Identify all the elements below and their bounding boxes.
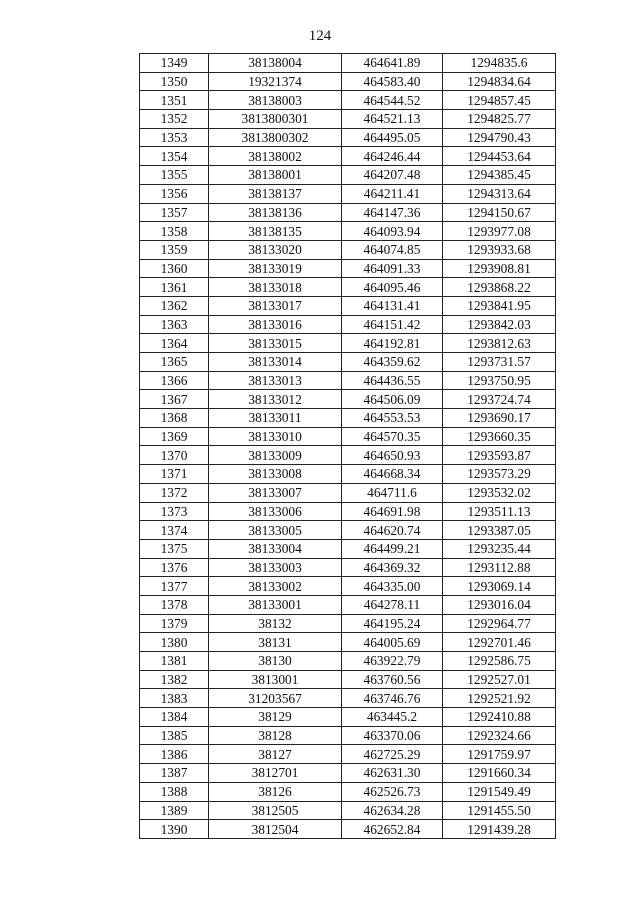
row-number-cell: 1360 xyxy=(140,259,209,278)
x-coordinate-cell: 464553.53 xyxy=(342,409,443,428)
y-coordinate-cell: 1294835.6 xyxy=(443,54,556,73)
point-id-cell: 38133001 xyxy=(209,595,342,614)
y-coordinate-cell: 1291549.49 xyxy=(443,782,556,801)
table-row xyxy=(140,446,556,465)
table-row xyxy=(140,558,556,577)
row-number-cell: 1361 xyxy=(140,278,209,297)
y-coordinate-cell: 1293660.35 xyxy=(443,427,556,446)
point-id-cell: 38133006 xyxy=(209,502,342,521)
x-coordinate-cell: 464641.89 xyxy=(342,54,443,73)
x-coordinate-cell: 464436.55 xyxy=(342,371,443,390)
point-id-cell: 38133009 xyxy=(209,446,342,465)
row-number-cell: 1363 xyxy=(140,315,209,334)
coordinates-table xyxy=(139,53,556,839)
table-row xyxy=(140,72,556,91)
table-row xyxy=(140,390,556,409)
point-id-cell: 3812504 xyxy=(209,820,342,839)
y-coordinate-cell: 1294150.67 xyxy=(443,203,556,222)
row-number-cell: 1387 xyxy=(140,764,209,783)
table-row xyxy=(140,184,556,203)
x-coordinate-cell: 464147.36 xyxy=(342,203,443,222)
row-number-cell: 1377 xyxy=(140,577,209,596)
table-row xyxy=(140,465,556,484)
y-coordinate-cell: 1292701.46 xyxy=(443,633,556,652)
row-number-cell: 1380 xyxy=(140,633,209,652)
table-row xyxy=(140,240,556,259)
x-coordinate-cell: 464095.46 xyxy=(342,278,443,297)
x-coordinate-cell: 464668.34 xyxy=(342,465,443,484)
table-row xyxy=(140,801,556,820)
x-coordinate-cell: 463445.2 xyxy=(342,708,443,727)
y-coordinate-cell: 1293387.05 xyxy=(443,521,556,540)
x-coordinate-cell: 463922.79 xyxy=(342,652,443,671)
x-coordinate-cell: 464335.00 xyxy=(342,577,443,596)
y-coordinate-cell: 1293868.22 xyxy=(443,278,556,297)
point-id-cell: 38133007 xyxy=(209,483,342,502)
y-coordinate-cell: 1291455.50 xyxy=(443,801,556,820)
x-coordinate-cell: 464211.41 xyxy=(342,184,443,203)
point-id-cell: 38133002 xyxy=(209,577,342,596)
y-coordinate-cell: 1294825.77 xyxy=(443,110,556,129)
y-coordinate-cell: 1293908.81 xyxy=(443,259,556,278)
x-coordinate-cell: 464691.98 xyxy=(342,502,443,521)
point-id-cell: 38133008 xyxy=(209,465,342,484)
point-id-cell: 3813800302 xyxy=(209,128,342,147)
x-coordinate-cell: 464074.85 xyxy=(342,240,443,259)
row-number-cell: 1367 xyxy=(140,390,209,409)
table-row xyxy=(140,652,556,671)
x-coordinate-cell: 464711.6 xyxy=(342,483,443,502)
row-number-cell: 1376 xyxy=(140,558,209,577)
point-id-cell: 38138004 xyxy=(209,54,342,73)
table-row xyxy=(140,427,556,446)
row-number-cell: 1365 xyxy=(140,353,209,372)
x-coordinate-cell: 464207.48 xyxy=(342,166,443,185)
point-id-cell: 38133012 xyxy=(209,390,342,409)
x-coordinate-cell: 464544.52 xyxy=(342,91,443,110)
y-coordinate-cell: 1293593.87 xyxy=(443,446,556,465)
table-body xyxy=(140,54,556,839)
point-id-cell: 3812701 xyxy=(209,764,342,783)
y-coordinate-cell: 1292527.01 xyxy=(443,670,556,689)
y-coordinate-cell: 1292521.92 xyxy=(443,689,556,708)
row-number-cell: 1369 xyxy=(140,427,209,446)
y-coordinate-cell: 1293842.03 xyxy=(443,315,556,334)
y-coordinate-cell: 1293750.95 xyxy=(443,371,556,390)
point-id-cell: 38138135 xyxy=(209,222,342,241)
table-row xyxy=(140,670,556,689)
point-id-cell: 38138136 xyxy=(209,203,342,222)
table-row xyxy=(140,147,556,166)
point-id-cell: 38133013 xyxy=(209,371,342,390)
table-row xyxy=(140,539,556,558)
point-id-cell: 38138001 xyxy=(209,166,342,185)
x-coordinate-cell: 464499.21 xyxy=(342,539,443,558)
row-number-cell: 1382 xyxy=(140,670,209,689)
x-coordinate-cell: 464506.09 xyxy=(342,390,443,409)
x-coordinate-cell: 464195.24 xyxy=(342,614,443,633)
table-row xyxy=(140,521,556,540)
point-id-cell: 3813001 xyxy=(209,670,342,689)
page-number: 124 xyxy=(308,28,332,44)
table-row xyxy=(140,409,556,428)
y-coordinate-cell: 1294790.43 xyxy=(443,128,556,147)
table-row xyxy=(140,91,556,110)
x-coordinate-cell: 464192.81 xyxy=(342,334,443,353)
y-coordinate-cell: 1292964.77 xyxy=(443,614,556,633)
x-coordinate-cell: 463370.06 xyxy=(342,726,443,745)
row-number-cell: 1390 xyxy=(140,820,209,839)
point-id-cell: 38128 xyxy=(209,726,342,745)
y-coordinate-cell: 1293724.74 xyxy=(443,390,556,409)
table-row xyxy=(140,334,556,353)
point-id-cell: 38138002 xyxy=(209,147,342,166)
y-coordinate-cell: 1293573.29 xyxy=(443,465,556,484)
x-coordinate-cell: 462652.84 xyxy=(342,820,443,839)
row-number-cell: 1366 xyxy=(140,371,209,390)
row-number-cell: 1349 xyxy=(140,54,209,73)
point-id-cell: 38126 xyxy=(209,782,342,801)
point-id-cell: 38133004 xyxy=(209,539,342,558)
point-id-cell: 3812505 xyxy=(209,801,342,820)
row-number-cell: 1374 xyxy=(140,521,209,540)
row-number-cell: 1364 xyxy=(140,334,209,353)
x-coordinate-cell: 462526.73 xyxy=(342,782,443,801)
x-coordinate-cell: 464650.93 xyxy=(342,446,443,465)
x-coordinate-cell: 464369.32 xyxy=(342,558,443,577)
x-coordinate-cell: 464359.62 xyxy=(342,353,443,372)
y-coordinate-cell: 1294453.64 xyxy=(443,147,556,166)
table-row xyxy=(140,820,556,839)
table-row xyxy=(140,689,556,708)
point-id-cell: 38133011 xyxy=(209,409,342,428)
x-coordinate-cell: 463760.56 xyxy=(342,670,443,689)
x-coordinate-cell: 464570.35 xyxy=(342,427,443,446)
row-number-cell: 1371 xyxy=(140,465,209,484)
x-coordinate-cell: 464278.11 xyxy=(342,595,443,614)
y-coordinate-cell: 1292410.88 xyxy=(443,708,556,727)
x-coordinate-cell: 462631.30 xyxy=(342,764,443,783)
y-coordinate-cell: 1293235.44 xyxy=(443,539,556,558)
table-row xyxy=(140,315,556,334)
y-coordinate-cell: 1293812.63 xyxy=(443,334,556,353)
point-id-cell: 38133019 xyxy=(209,259,342,278)
y-coordinate-cell: 1293690.17 xyxy=(443,409,556,428)
table-row xyxy=(140,110,556,129)
row-number-cell: 1357 xyxy=(140,203,209,222)
y-coordinate-cell: 1291439.28 xyxy=(443,820,556,839)
table-row xyxy=(140,278,556,297)
point-id-cell: 38130 xyxy=(209,652,342,671)
x-coordinate-cell: 464620.74 xyxy=(342,521,443,540)
table-row xyxy=(140,595,556,614)
row-number-cell: 1354 xyxy=(140,147,209,166)
table-row xyxy=(140,353,556,372)
x-coordinate-cell: 464131.41 xyxy=(342,296,443,315)
y-coordinate-cell: 1293933.68 xyxy=(443,240,556,259)
table-row xyxy=(140,222,556,241)
row-number-cell: 1373 xyxy=(140,502,209,521)
point-id-cell: 38133020 xyxy=(209,240,342,259)
point-id-cell: 38133015 xyxy=(209,334,342,353)
table-row xyxy=(140,371,556,390)
table-row xyxy=(140,708,556,727)
row-number-cell: 1359 xyxy=(140,240,209,259)
row-number-cell: 1379 xyxy=(140,614,209,633)
row-number-cell: 1375 xyxy=(140,539,209,558)
point-id-cell: 38131 xyxy=(209,633,342,652)
y-coordinate-cell: 1293112.88 xyxy=(443,558,556,577)
row-number-cell: 1384 xyxy=(140,708,209,727)
y-coordinate-cell: 1294857.45 xyxy=(443,91,556,110)
table-row xyxy=(140,483,556,502)
row-number-cell: 1351 xyxy=(140,91,209,110)
x-coordinate-cell: 464151.42 xyxy=(342,315,443,334)
point-id-cell: 38127 xyxy=(209,745,342,764)
point-id-cell: 38133014 xyxy=(209,353,342,372)
point-id-cell: 38133010 xyxy=(209,427,342,446)
y-coordinate-cell: 1293977.08 xyxy=(443,222,556,241)
row-number-cell: 1388 xyxy=(140,782,209,801)
x-coordinate-cell: 464521.13 xyxy=(342,110,443,129)
row-number-cell: 1362 xyxy=(140,296,209,315)
row-number-cell: 1378 xyxy=(140,595,209,614)
table-row xyxy=(140,296,556,315)
point-id-cell: 31203567 xyxy=(209,689,342,708)
row-number-cell: 1358 xyxy=(140,222,209,241)
point-id-cell: 38133018 xyxy=(209,278,342,297)
point-id-cell: 38133016 xyxy=(209,315,342,334)
table-row xyxy=(140,633,556,652)
row-number-cell: 1389 xyxy=(140,801,209,820)
point-id-cell: 3813800301 xyxy=(209,110,342,129)
x-coordinate-cell: 464091.33 xyxy=(342,259,443,278)
row-number-cell: 1372 xyxy=(140,483,209,502)
y-coordinate-cell: 1293511.13 xyxy=(443,502,556,521)
y-coordinate-cell: 1292586.75 xyxy=(443,652,556,671)
table-row xyxy=(140,577,556,596)
table-row xyxy=(140,166,556,185)
table-row xyxy=(140,502,556,521)
table-row xyxy=(140,782,556,801)
x-coordinate-cell: 463746.76 xyxy=(342,689,443,708)
table-row xyxy=(140,764,556,783)
point-id-cell: 38138003 xyxy=(209,91,342,110)
y-coordinate-cell: 1291660.34 xyxy=(443,764,556,783)
x-coordinate-cell: 462634.28 xyxy=(342,801,443,820)
table-row xyxy=(140,259,556,278)
y-coordinate-cell: 1294385.45 xyxy=(443,166,556,185)
point-id-cell: 38133005 xyxy=(209,521,342,540)
row-number-cell: 1368 xyxy=(140,409,209,428)
x-coordinate-cell: 464583.40 xyxy=(342,72,443,91)
x-coordinate-cell: 464246.44 xyxy=(342,147,443,166)
y-coordinate-cell: 1293841.95 xyxy=(443,296,556,315)
row-number-cell: 1383 xyxy=(140,689,209,708)
row-number-cell: 1350 xyxy=(140,72,209,91)
row-number-cell: 1370 xyxy=(140,446,209,465)
point-id-cell: 38132 xyxy=(209,614,342,633)
row-number-cell: 1355 xyxy=(140,166,209,185)
table-row xyxy=(140,203,556,222)
y-coordinate-cell: 1293016.04 xyxy=(443,595,556,614)
x-coordinate-cell: 464005.69 xyxy=(342,633,443,652)
y-coordinate-cell: 1293731.57 xyxy=(443,353,556,372)
point-id-cell: 38138137 xyxy=(209,184,342,203)
table-row xyxy=(140,726,556,745)
point-id-cell: 38129 xyxy=(209,708,342,727)
row-number-cell: 1353 xyxy=(140,128,209,147)
point-id-cell: 38133003 xyxy=(209,558,342,577)
row-number-cell: 1386 xyxy=(140,745,209,764)
x-coordinate-cell: 464495.05 xyxy=(342,128,443,147)
y-coordinate-cell: 1293069.14 xyxy=(443,577,556,596)
y-coordinate-cell: 1293532.02 xyxy=(443,483,556,502)
y-coordinate-cell: 1294313.64 xyxy=(443,184,556,203)
row-number-cell: 1381 xyxy=(140,652,209,671)
table-row xyxy=(140,745,556,764)
y-coordinate-cell: 1292324.66 xyxy=(443,726,556,745)
y-coordinate-cell: 1291759.97 xyxy=(443,745,556,764)
row-number-cell: 1352 xyxy=(140,110,209,129)
row-number-cell: 1385 xyxy=(140,726,209,745)
row-number-cell: 1356 xyxy=(140,184,209,203)
table-row xyxy=(140,614,556,633)
table-row xyxy=(140,54,556,73)
table-row xyxy=(140,128,556,147)
point-id-cell: 19321374 xyxy=(209,72,342,91)
point-id-cell: 38133017 xyxy=(209,296,342,315)
y-coordinate-cell: 1294834.64 xyxy=(443,72,556,91)
x-coordinate-cell: 464093.94 xyxy=(342,222,443,241)
x-coordinate-cell: 462725.29 xyxy=(342,745,443,764)
